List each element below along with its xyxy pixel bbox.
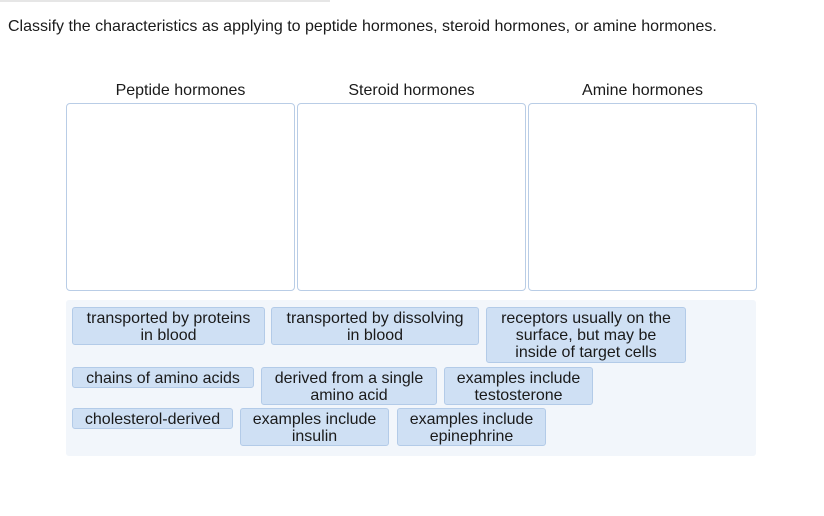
bin-heading-peptide: Peptide hormones [115,82,246,99]
top-divider [0,0,330,2]
chip-cholesterol-derived[interactable] [72,408,233,429]
chip-receptors-surface[interactable] [486,307,686,363]
chip-text-line: inside of target cells [515,344,657,361]
drop-zone-peptide[interactable] [66,103,295,291]
chip-examples-epinephrine[interactable] [397,408,546,446]
chip-text-line: examples include [456,370,581,387]
question-prompt: Classify the characteristics as applying to peptide hormones, steroid hormones, or amine hormones. [8,18,717,35]
chip-text-line: transported by proteins [86,310,251,327]
chip-text-line: insulin [291,428,338,445]
chip-text-line: in blood [140,327,197,344]
chip-text-line: epinephrine [429,428,514,445]
chip-text-line: derived from a single [274,370,424,387]
chip-text-line: in blood [346,327,404,344]
chip-text-line: transported by dissolving [286,310,464,327]
chip-text-line: cholesterol-derived [84,411,221,428]
chip-chains-of-amino-acids[interactable] [72,367,254,388]
chip-text-line: examples include [252,411,377,428]
bin-heading-steroid: Steroid hormones [348,82,475,99]
chip-examples-insulin[interactable] [240,408,389,446]
chip-examples-testosterone[interactable] [444,367,593,405]
chip-transported-by-dissolving[interactable] [271,307,479,345]
chip-text-line: testosterone [474,387,563,404]
chip-text-line: surface, but may be [515,327,657,344]
chip-transported-by-proteins[interactable] [72,307,265,345]
chip-text-line: amino acid [310,387,388,404]
chip-text-line: examples include [409,411,534,428]
drop-zone-steroid[interactable] [297,103,526,291]
bin-heading-amine: Amine hormones [582,82,703,99]
chip-text-line: chains of amino acids [86,370,240,387]
chip-text-line: receptors usually on the [501,310,671,327]
drop-zone-amine[interactable] [528,103,757,291]
chip-derived-from-single-amino-acid[interactable] [261,367,437,405]
